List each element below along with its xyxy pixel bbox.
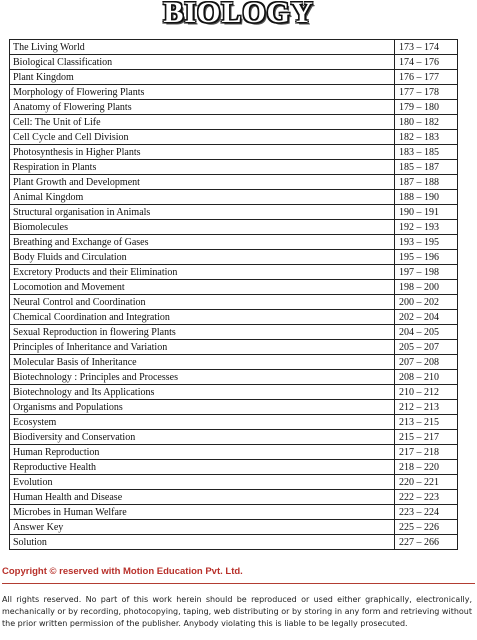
chapter-title: Breathing and Exchange of Gases [10, 235, 395, 250]
page-range: 215 – 217 [395, 430, 458, 445]
page-range: 218 – 220 [395, 460, 458, 475]
page-range: 223 – 224 [395, 505, 458, 520]
chapter-title: Human Health and Disease [10, 490, 395, 505]
page-range: 212 – 213 [395, 400, 458, 415]
page-title: BIOLOGY [163, 0, 314, 29]
chapter-title: Respiration in Plants [10, 160, 395, 175]
table-row [10, 55, 458, 70]
chapter-title: Biomolecules [10, 220, 395, 235]
chapter-title: Answer Key [10, 520, 395, 535]
chapter-title: Organisms and Populations [10, 400, 395, 415]
chapter-title: Animal Kingdom [10, 190, 395, 205]
chapter-title: Molecular Basis of Inheritance [10, 355, 395, 370]
divider [2, 583, 475, 584]
contents-table [9, 39, 458, 550]
table-row [10, 475, 458, 490]
table-row [10, 535, 458, 550]
page-range: 204 – 205 [395, 325, 458, 340]
table-row [10, 175, 458, 190]
table-row [10, 160, 458, 175]
page-range: 177 – 178 [395, 85, 458, 100]
chapter-title: Structural organisation in Animals [10, 205, 395, 220]
page-range: 180 – 182 [395, 115, 458, 130]
chapter-title: Chemical Coordination and Integration [10, 310, 395, 325]
chapter-title: Reproductive Health [10, 460, 395, 475]
chapter-title: Biodiversity and Conservation [10, 430, 395, 445]
table-row [10, 205, 458, 220]
page-range: 213 – 215 [395, 415, 458, 430]
page-range: 198 – 200 [395, 280, 458, 295]
page-range: 174 – 176 [395, 55, 458, 70]
page-range: 222 – 223 [395, 490, 458, 505]
chapter-title: Ecosystem [10, 415, 395, 430]
page-range: 200 – 202 [395, 295, 458, 310]
chapter-title: Morphology of Flowering Plants [10, 85, 395, 100]
table-row [10, 460, 458, 475]
page-range: 195 – 196 [395, 250, 458, 265]
chapter-title: Evolution [10, 475, 395, 490]
table-row [10, 115, 458, 130]
table-row [10, 190, 458, 205]
page-range: 225 – 226 [395, 520, 458, 535]
table-row [10, 145, 458, 160]
chapter-title: Sexual Reproduction in flowering Plants [10, 325, 395, 340]
table-row [10, 40, 458, 55]
chapter-title: Anatomy of Flowering Plants [10, 100, 395, 115]
chapter-title: Human Reproduction [10, 445, 395, 460]
page-range: 192 – 193 [395, 220, 458, 235]
table-row [10, 520, 458, 535]
page-range: 205 – 207 [395, 340, 458, 355]
page-range: 182 – 183 [395, 130, 458, 145]
table-row [10, 325, 458, 340]
chapter-title: Cell: The Unit of Life [10, 115, 395, 130]
rights-notice: All rights reserved. No part of this work herein should be reproduced or used either graphically, electronically, mechanically or by recording, photocopying, taping, web distributing or by storing in any form and retrieving without the prior written permission of the publisher. Anybody violating this is liable to be legally prosecuted. [2, 595, 472, 628]
table-row [10, 340, 458, 355]
page-range: 179 – 180 [395, 100, 458, 115]
table-row [10, 70, 458, 85]
table-row [10, 235, 458, 250]
page-range: 207 – 208 [395, 355, 458, 370]
chapter-title: Photosynthesis in Higher Plants [10, 145, 395, 160]
page-range: 217 – 218 [395, 445, 458, 460]
chapter-title: Solution [10, 535, 395, 550]
chapter-title: The Living World [10, 40, 395, 55]
table-row [10, 130, 458, 145]
page-range: 197 – 198 [395, 265, 458, 280]
page-range: 220 – 221 [395, 475, 458, 490]
table-row [10, 280, 458, 295]
table-row [10, 220, 458, 235]
page-range: 188 – 190 [395, 190, 458, 205]
table-row [10, 250, 458, 265]
chapter-title: Neural Control and Coordination [10, 295, 395, 310]
page-range: 176 – 177 [395, 70, 458, 85]
table-row [10, 100, 458, 115]
table-row [10, 505, 458, 520]
chapter-title: Plant Growth and Development [10, 175, 395, 190]
chapter-title: Cell Cycle and Cell Division [10, 130, 395, 145]
table-row [10, 400, 458, 415]
page-range: 210 – 212 [395, 385, 458, 400]
chapter-title: Plant Kingdom [10, 70, 395, 85]
contents-table-body [10, 40, 458, 550]
page-range: 187 – 188 [395, 175, 458, 190]
page-range: 190 – 191 [395, 205, 458, 220]
table-row [10, 370, 458, 385]
page-range: 208 – 210 [395, 370, 458, 385]
chapter-title: Excretory Products and their Elimination [10, 265, 395, 280]
chapter-title: Microbes in Human Welfare [10, 505, 395, 520]
table-row [10, 415, 458, 430]
table-row [10, 430, 458, 445]
table-row [10, 295, 458, 310]
copyright-notice: Copyright © reserved with Motion Education Pvt. Ltd. [2, 566, 243, 577]
table-row [10, 355, 458, 370]
table-row [10, 310, 458, 325]
table-row [10, 85, 458, 100]
chapter-title: Biological Classification [10, 55, 395, 70]
chapter-title: Body Fluids and Circulation [10, 250, 395, 265]
page-range: 183 – 185 [395, 145, 458, 160]
chapter-title: Principles of Inheritance and Variation [10, 340, 395, 355]
chapter-title: Biotechnology and Its Applications [10, 385, 395, 400]
page-range: 185 – 187 [395, 160, 458, 175]
table-row [10, 490, 458, 505]
page-range: 227 – 266 [395, 535, 458, 550]
table-row [10, 385, 458, 400]
chapter-title: Biotechnology : Principles and Processes [10, 370, 395, 385]
table-row [10, 265, 458, 280]
table-row [10, 445, 458, 460]
page-range: 193 – 195 [395, 235, 458, 250]
chapter-title: Locomotion and Movement [10, 280, 395, 295]
page-range: 202 – 204 [395, 310, 458, 325]
page-range: 173 – 174 [395, 40, 458, 55]
